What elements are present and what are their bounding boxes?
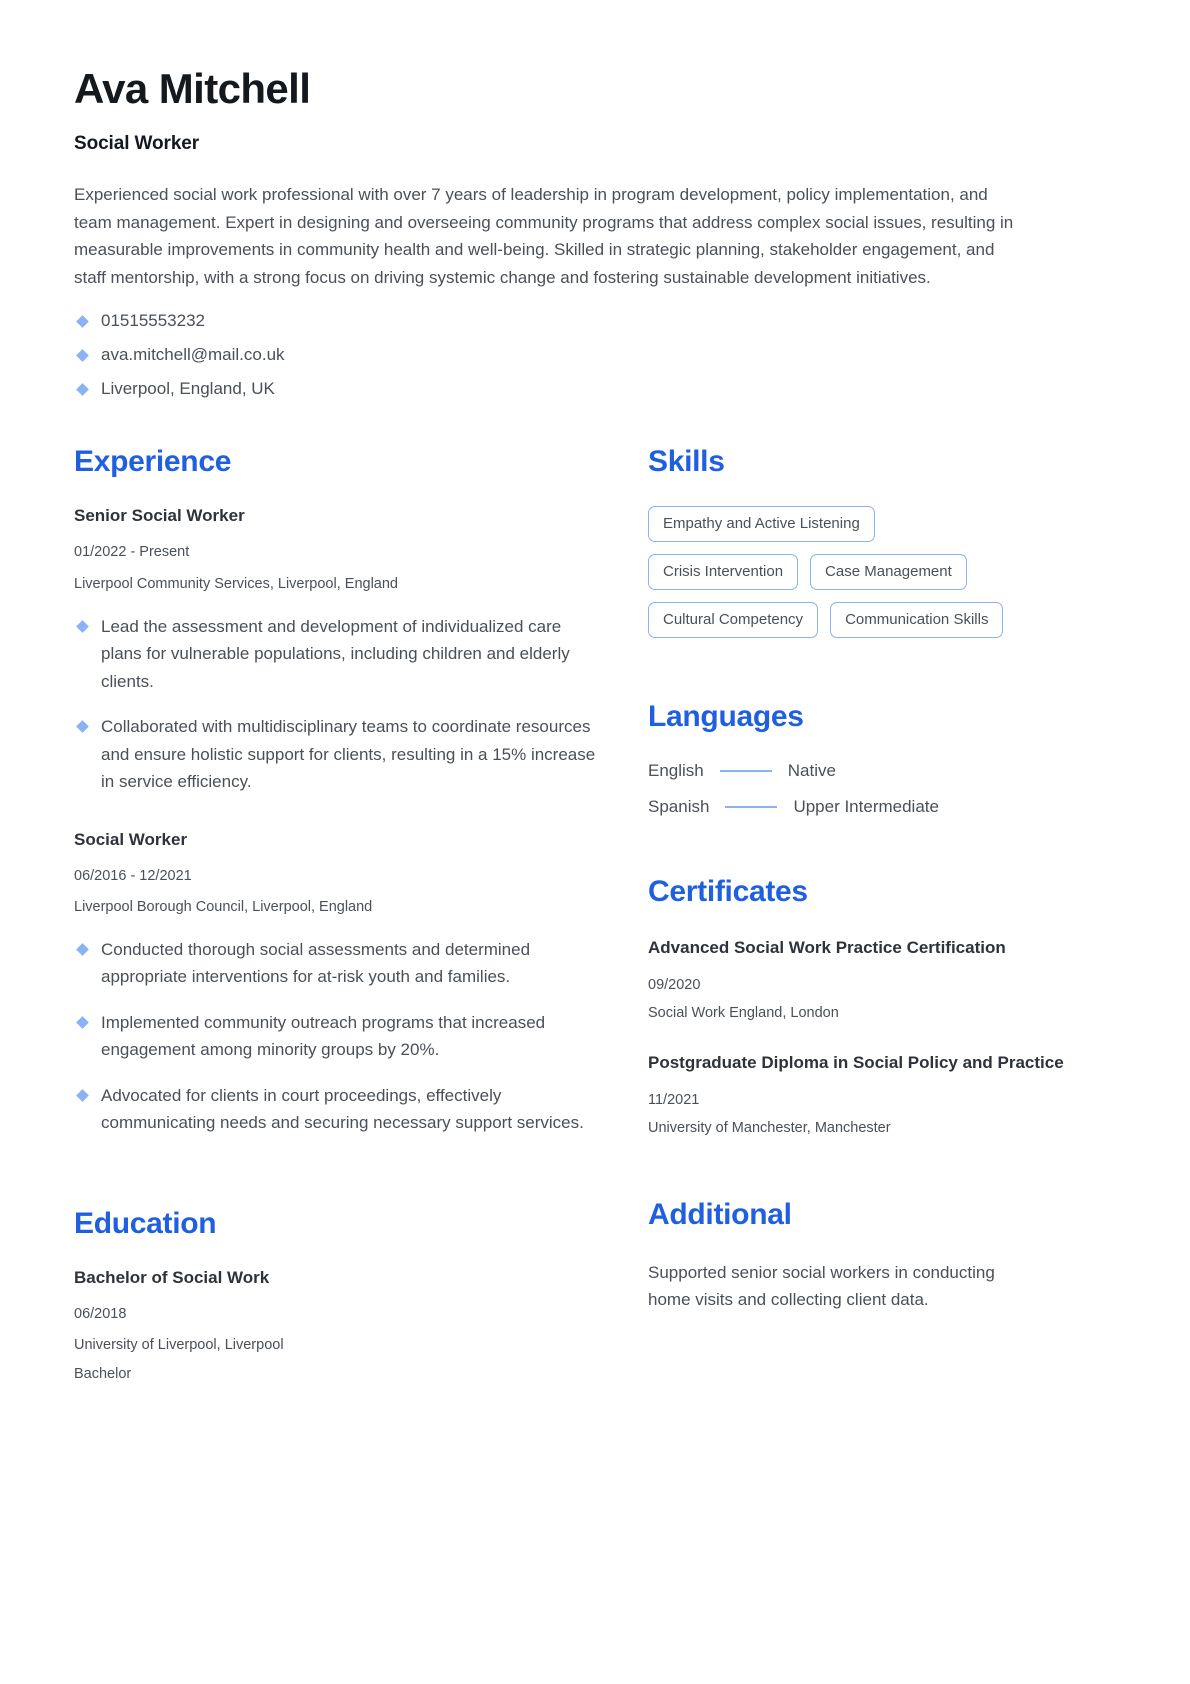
section-title-education: Education <box>74 1206 217 1240</box>
section-title-certificates: Certificates <box>648 875 808 909</box>
certificate-entry <box>648 936 1116 1021</box>
section-languages <box>648 700 1116 817</box>
section-certificates <box>648 875 1116 1135</box>
diamond-bullet-icon <box>76 315 89 328</box>
experience-organization: Liverpool Borough Council, Liverpool, England <box>74 898 373 915</box>
experience-bullet-text: Conducted thorough social assessments and determined appropriate interventions for at-risk youth and families. <box>101 939 531 987</box>
certificate-name: Postgraduate Diploma in Social Policy and Practice <box>648 1053 1064 1073</box>
experience-bullet-text: Lead the assessment and development of individualized care plans for vulnerable populations, including children and elderly clients. <box>101 616 570 691</box>
experience-entry <box>74 506 604 795</box>
section-title-skills: Skills <box>648 445 725 479</box>
experience-role: Senior Social Worker <box>74 506 245 526</box>
contact-phone <box>74 311 1116 331</box>
skill-pill: Case Management <box>810 554 967 590</box>
experience-entry <box>74 830 604 1137</box>
contact-email-value: ava.mitchell@mail.co.uk <box>101 345 285 365</box>
diamond-bullet-icon <box>76 720 89 733</box>
language-name: Spanish <box>648 797 710 817</box>
resume-header <box>74 66 1116 399</box>
skill-pill: Cultural Competency <box>648 602 818 638</box>
experience-bullets <box>74 613 604 796</box>
education-degree: Bachelor of Social Work <box>74 1267 270 1287</box>
language-name: English <box>648 761 704 781</box>
experience-dates: 06/2016 - 12/2021 <box>74 867 192 884</box>
education-organization: University of Liverpool, Liverpool <box>74 1336 284 1353</box>
skill-row <box>648 602 1116 638</box>
experience-bullets <box>74 936 604 1137</box>
experience-dates: 01/2022 - Present <box>74 544 190 561</box>
skill-row <box>648 506 1116 542</box>
language-level: Native <box>787 761 836 781</box>
education-level: Bachelor <box>74 1365 132 1382</box>
professional-summary: Experienced social work professional with over 7 years of leadership in program development, policy implementation, and team management. Expert in designing and overseeing community programs that address complex social issues, resulting in measurable improvements in community health and well-being. Skilled in strategic planning, stakeholder engagement, and staff mentorship, with a strong focus on driving systemic change and fostering sustainable development initiatives. <box>74 185 1014 287</box>
experience-bullet-text: Advocated for clients in court proceedings, effectively communicating needs and securing necessary support services. <box>101 1085 584 1133</box>
certificate-organization: Social Work England, London <box>648 1005 839 1022</box>
certificate-date: 11/2021 <box>648 1091 700 1108</box>
candidate-name: Ava Mitchell <box>74 65 311 112</box>
skill-list <box>648 506 1116 638</box>
experience-bullet-item <box>74 936 604 991</box>
education-entry <box>74 1268 604 1382</box>
section-skills <box>648 445 1116 638</box>
candidate-job-title: Social Worker <box>74 133 200 155</box>
skill-pill: Communication Skills <box>830 602 1003 638</box>
certificate-organization: University of Manchester, Manchester <box>648 1119 891 1136</box>
certificate-name: Advanced Social Work Practice Certification <box>648 938 1006 958</box>
contact-list <box>74 311 1116 399</box>
contact-phone-value: 01515553232 <box>101 311 206 331</box>
diamond-bullet-icon <box>76 1016 89 1029</box>
language-item <box>648 797 1116 817</box>
diamond-bullet-icon <box>76 383 89 396</box>
certificate-entry <box>648 1051 1116 1136</box>
language-level-line-icon <box>725 806 777 808</box>
experience-role: Social Worker <box>74 829 188 849</box>
skill-pill: Crisis Intervention <box>648 554 798 590</box>
right-column <box>634 445 1116 1313</box>
contact-email <box>74 345 1116 365</box>
experience-bullet-item <box>74 1009 604 1064</box>
experience-bullet-item <box>74 713 604 796</box>
language-item <box>648 761 1116 781</box>
contact-location <box>74 379 1116 399</box>
section-experience <box>74 445 604 1136</box>
experience-bullet-text: Collaborated with multidisciplinary teams to coordinate resources and ensure holistic support for clients, resulting in a 15% increase in service efficiency. <box>101 717 596 792</box>
experience-bullet-item <box>74 1082 604 1137</box>
experience-bullet-text: Implemented community outreach programs that increased engagement among minority groups by 20%. <box>101 1012 546 1060</box>
diamond-bullet-icon <box>76 1089 89 1102</box>
section-title-languages: Languages <box>648 700 804 734</box>
language-level-line-icon <box>720 770 772 772</box>
contact-location-value: Liverpool, England, UK <box>101 379 275 399</box>
section-education <box>74 1207 604 1382</box>
section-title-additional: Additional <box>648 1197 792 1231</box>
language-list <box>648 761 1116 817</box>
section-additional <box>648 1198 1116 1314</box>
diamond-bullet-icon <box>76 943 89 956</box>
skill-row <box>648 554 1116 590</box>
diamond-bullet-icon <box>76 349 89 362</box>
experience-bullet-item <box>74 613 604 696</box>
resume-body <box>74 445 1116 1381</box>
left-column <box>74 445 634 1381</box>
skill-pill: Empathy and Active Listening <box>648 506 875 542</box>
diamond-bullet-icon <box>76 620 89 633</box>
education-dates: 06/2018 <box>74 1305 127 1322</box>
certificate-date: 09/2020 <box>648 977 701 994</box>
additional-text: Supported senior social workers in conducting home visits and collecting client data. <box>648 1262 995 1310</box>
experience-organization: Liverpool Community Services, Liverpool, England <box>74 575 398 592</box>
language-level: Upper Intermediate <box>793 797 939 817</box>
section-title-experience: Experience <box>74 445 232 479</box>
